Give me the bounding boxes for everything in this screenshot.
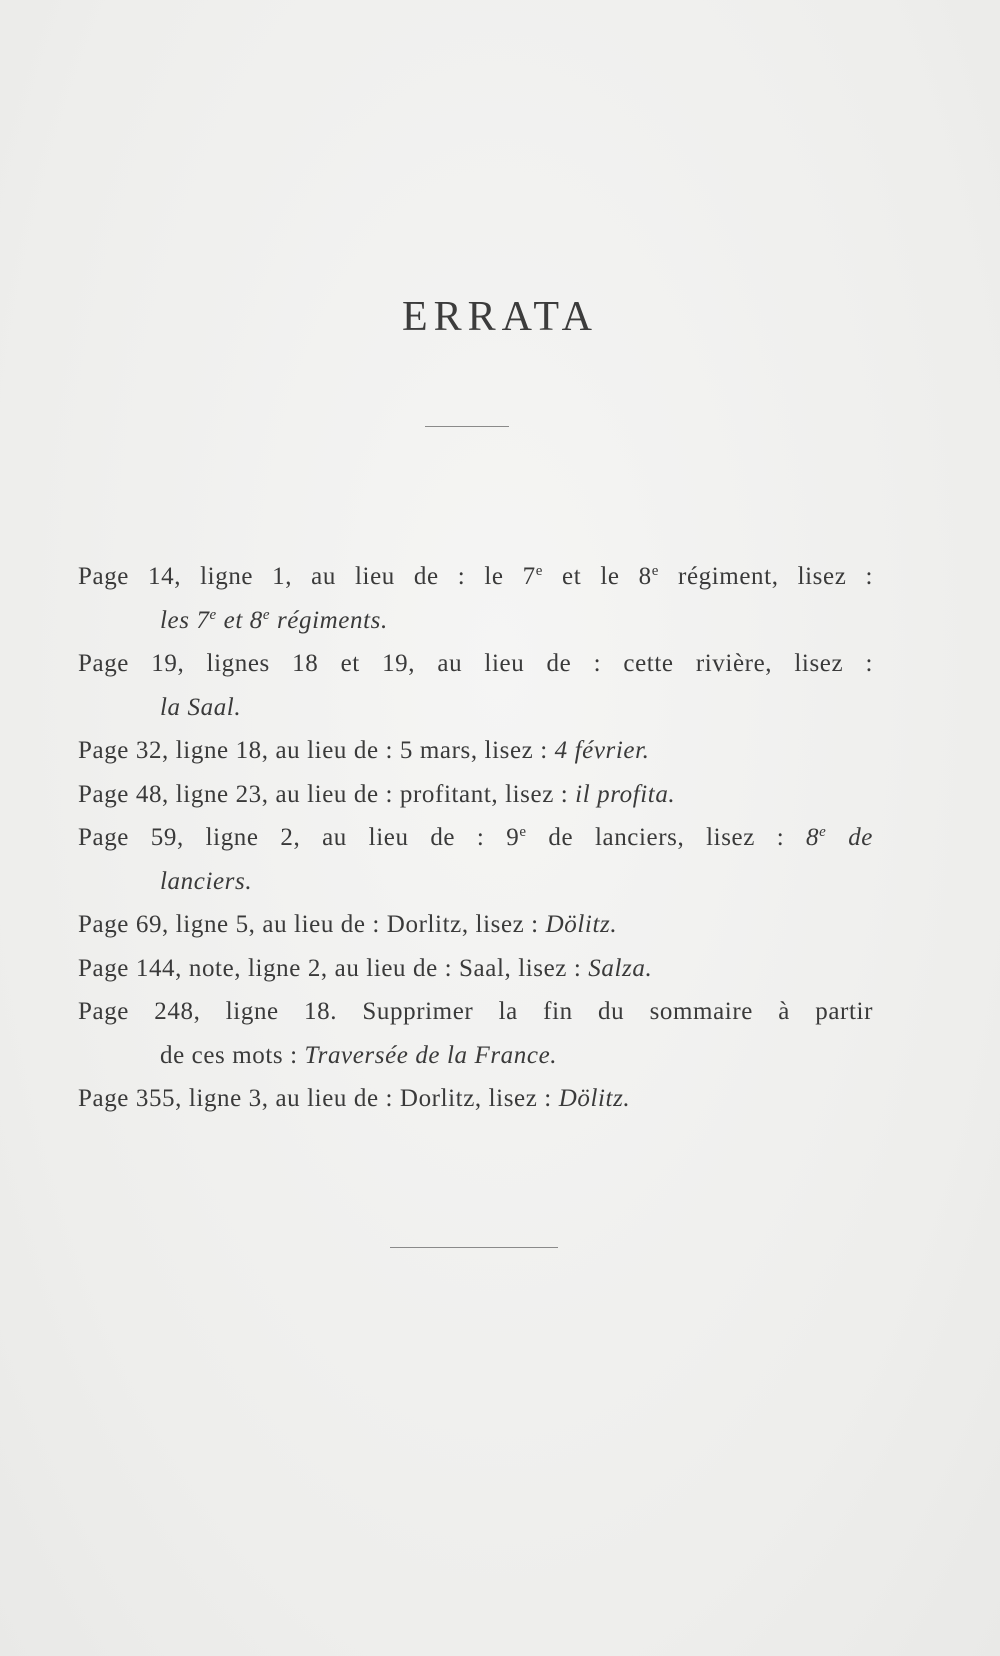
entry-text: Page 355, ligne 3, au lieu de : Dorlitz, lisez : <box>78 1085 559 1112</box>
errata-entry <box>78 773 873 817</box>
superscript: e <box>519 824 527 840</box>
superscript: e <box>819 824 827 840</box>
entry-text: régiments. <box>270 606 388 634</box>
entry-text: Page 48, ligne 23, au lieu de : profitant, lisez : <box>78 780 576 808</box>
errata-entry <box>78 729 873 773</box>
entry-text: Salza. <box>588 954 653 982</box>
entry-text: de ces mots : <box>160 1041 305 1069</box>
page-title: ERRATA <box>402 294 598 340</box>
entry-text: Page 248, ligne 18. Supprimer la fin du sommaire à partir <box>78 998 873 1025</box>
errata-entry <box>78 947 873 991</box>
entry-text: Page 59, ligne 2, au lieu de : 9 <box>78 824 520 851</box>
entry-text: lanciers. <box>160 867 253 895</box>
entry-text: Page 32, ligne 18, au lieu de : 5 mars, lisez : <box>78 737 555 764</box>
entry-text: régiment, lisez : <box>659 563 873 590</box>
end-divider <box>390 1247 558 1248</box>
errata-entry-continuation <box>78 599 873 643</box>
errata-entry <box>78 555 873 599</box>
title-divider <box>425 426 509 427</box>
entry-text: il profita. <box>575 780 676 808</box>
entry-text: Page 19, lignes 18 et 19, au lieu de : cette rivière, lisez : <box>78 650 873 677</box>
errata-entry <box>78 1077 873 1121</box>
entry-text: de <box>826 824 873 851</box>
superscript: e <box>262 606 271 623</box>
entry-text: les 7 <box>160 606 210 634</box>
errata-list <box>78 555 873 1121</box>
entry-text: Page 69, ligne 5, au lieu de : Dorlitz, lisez : <box>78 911 546 938</box>
entry-text: Page 144, note, ligne 2, au lieu de : Saal, lisez : <box>78 954 589 982</box>
superscript: e <box>651 563 659 579</box>
superscript: e <box>535 563 544 579</box>
errata-entry <box>78 903 873 947</box>
errata-entry <box>78 642 873 686</box>
entry-text: Dölitz. <box>558 1085 631 1112</box>
entry-text: 8 <box>806 824 820 851</box>
entry-text: Traversée de la France. <box>304 1041 558 1069</box>
errata-entry <box>78 990 873 1034</box>
entry-text: la Saal. <box>160 693 242 721</box>
entry-text: de lanciers, lisez : <box>526 824 807 851</box>
entry-text: Dölitz. <box>545 911 618 938</box>
errata-entry <box>78 816 873 860</box>
entry-text: et le 8 <box>543 563 652 590</box>
errata-entry-continuation <box>78 686 873 730</box>
entry-text: et 8 <box>216 606 263 634</box>
superscript: e <box>209 606 217 623</box>
entry-text: Page 14, ligne 1, au lieu de : le 7 <box>78 563 536 590</box>
errata-entry-continuation <box>78 1034 873 1078</box>
errata-entry-continuation <box>78 860 873 904</box>
entry-text: 4 février. <box>554 737 650 764</box>
